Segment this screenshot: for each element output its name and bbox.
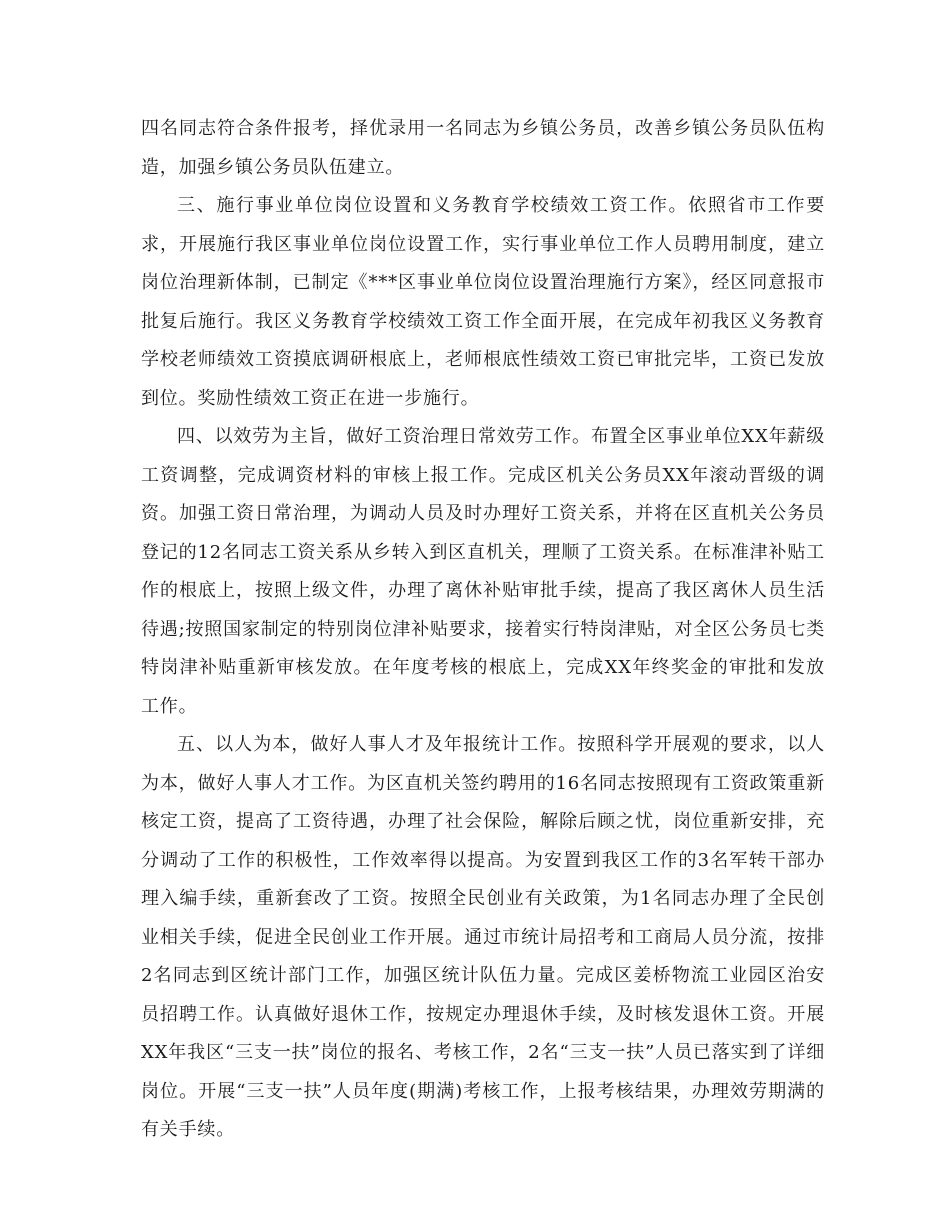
document-body (141, 110, 825, 1150)
paragraph-section-5: 五、以人为本，做好人事人才及年报统计工作。按照科学开展观的要求，以人为本，做好人事人才工作。为区直机关签约聘用的16名同志按照现有工资政策重新核定工资，提高了工资待遇，办理了社会保险，解除后顾之忧，岗位重新安排，充分调动了工作的积极性，工作效率得以提高。为安置到我区工作的3名军转干部办理入编手续，重新套改了工资。按照全民创业有关政策，为1名同志办理了全民创业相关手续，促进全民创业工作开展。通过市统计局招考和工商局人员分流，按排2名同志到区统计部门工作，加强区统计队伍力量。完成区姜桥物流工业园区治安员招聘工作。认真做好退休工作，按规定办理退休手续，及时核发退休工资。开展XX年我区“三支一扶”岗位的报名、考核工作，2名“三支一扶”人员已落实到了详细岗位。开展“三支一扶”人员年度(期满)考核工作，上报考核结果，办理效劳期满的有关手续。 (141, 734, 825, 1140)
paragraph-continuation: 四名同志符合条件报考，择优录用一名同志为乡镇公务员，改善乡镇公务员队伍构造，加强乡镇公务员队伍建立。 (141, 118, 825, 178)
paragraph-section-3: 三、施行事业单位岗位设置和义务教育学校绩效工资工作。依照省市工作要求，开展施行我区事业单位岗位设置工作，实行事业单位工作人员聘用制度，建立岗位治理新体制，已制定《***区事业单位岗位设置治理施行方案》，经区同意报市批复后施行。我区义务教育学校绩效工资工作全面开展，在完成年初我区义务教育学校老师绩效工资摸底调研根底上，老师根底性绩效工资已审批完毕，工资已发放到位。奖励性绩效工资正在进一步施行。 (141, 195, 825, 409)
paragraph-section-4: 四、以效劳为主旨，做好工资治理日常效劳工作。布置全区事业单位XX年薪级工资调整，完成调资材料的审核上报工作。完成区机关公务员XX年滚动晋级的调资。加强工资日常治理，为调动人员及时办理好工资关系，并将在区直机关公务员登记的12名同志工资关系从乡转入到区直机关，理顺了工资关系。在标准津补贴工作的根底上，按照上级文件，办理了离休补贴审批手续，提高了我区离休人员生活待遇;按照国家制定的特别岗位津补贴要求，接着实行特岗津贴，对全区公务员七类特岗津补贴重新审核发放。在年度考核的根底上，完成XX年终奖金的审批和发放工作。 (141, 426, 825, 717)
